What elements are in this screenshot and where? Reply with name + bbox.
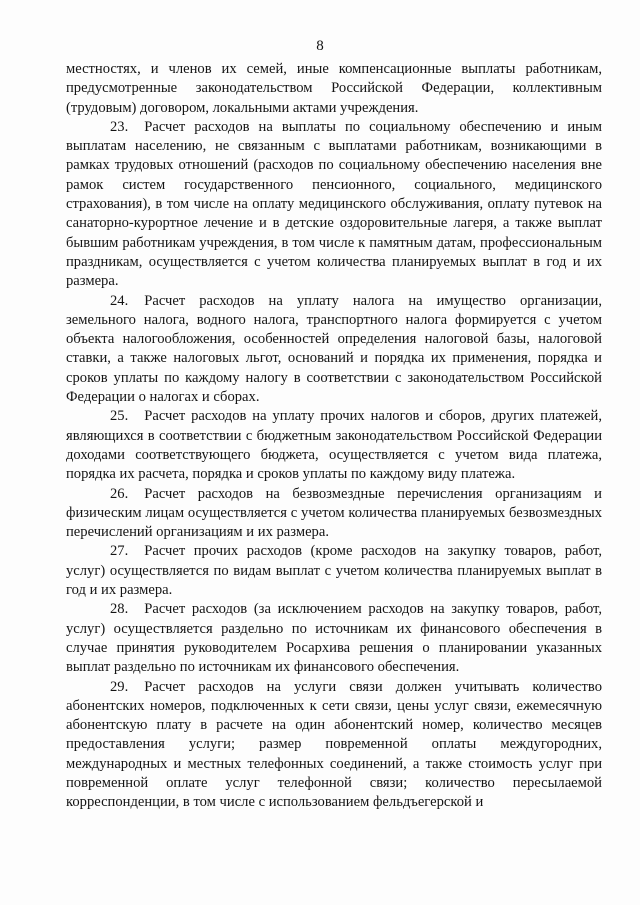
paragraph-text: Расчет расходов (за исключением расходов на закупку товаров, работ, услуг) осуществляется раздельно по источникам их финансового обеспечения в случае принятия руководителем Росархива решения о планировании указанных выплат раздельно по источникам их финансового обеспечения. <box>66 601 602 676</box>
paragraph-23 <box>66 118 602 292</box>
paragraph-27 <box>66 542 602 600</box>
paragraph-29 <box>66 678 602 813</box>
paragraph-28 <box>66 600 602 677</box>
paragraph-number: 29. <box>110 678 129 695</box>
paragraph-26 <box>66 485 602 543</box>
paragraph-text: Расчет расходов на выплаты по социальному обеспечению и иным выплатам населению, не связанным с выплатами работникам, возникающими в рамках трудовых отношений (расходов по социальному обеспечению населения вне рамок систем государственного пенсионного, социального, медицинского страхования), в том числе на оплату медицинского обслуживания, оплату путевок на санаторно-курортное лечение и в детские оздоровительные лагеря, а также выплат бывшим работникам учреждения, в том числе к памятным датам, профессиональным праздникам, осуществляется с учетом количества планируемых выплат в год и их размера. <box>66 118 602 290</box>
paragraph-number: 28. <box>110 601 129 618</box>
continuation-paragraph: местностях, и членов их семей, иные компенсационные выплаты работникам, предусмотренные законодательством Российской Федерации, коллективным (трудовым) договором, локальными актами учреждения. <box>66 61 602 116</box>
page-number: 8 <box>316 38 324 54</box>
paragraph-text: Расчет расходов на услуги связи должен учитывать количество абонентских номеров, подключенных к сети связи, цены услуг связи, ежемесячную абонентскую плату в расчете на один абонентский номер, количество месяцев предоставления услуги; размер повременной оплаты междугородних, международных и местных телефонных соединений, а также стоимость услуг при повременной оплате услуг телефонной связи; количество пересылаемой корреспонденции, в том числе с использованием фельдъегерской и <box>66 678 602 811</box>
paragraph-number: 23. <box>110 118 129 135</box>
paragraph-number: 26. <box>110 485 129 502</box>
paragraph-text: Расчет расходов на уплату налога на имущество организации, земельного налога, водного налога, транспортного налога формируется с учетом объекта налогообложения, особенностей определения налоговой базы, налоговой ставки, а также налоговых льгот, оснований и порядка их применения, порядка и сроков уплаты по каждому налогу в соответствии с законодательством Российской Федерации о налогах и сборах. <box>66 292 602 406</box>
paragraph-text: Расчет расходов на безвозмездные перечисления организациям и физическим лицам осуществляется с учетом количества планируемых безвозмездных перечислений организациям и их размера. <box>66 485 602 541</box>
paragraph-number: 24. <box>110 292 129 309</box>
document-body <box>66 60 602 813</box>
paragraph-number: 25. <box>110 408 129 425</box>
paragraph-25 <box>66 407 602 484</box>
paragraph-24 <box>66 292 602 408</box>
paragraph-number: 27. <box>110 543 129 560</box>
paragraph-text: Расчет расходов на уплату прочих налогов и сборов, других платежей, являющихся в соответствии с бюджетным законодательством Российской Федерации доходами соответствующего бюджета, осуществляется с учетом вида платежа, порядка их расчета, порядка и сроков уплаты по каждому виду платежа. <box>66 408 602 483</box>
paragraph-text: Расчет прочих расходов (кроме расходов на закупку товаров, работ, услуг) осуществляется по видам выплат с учетом количества планируемых выплат в год и их размера. <box>66 543 602 599</box>
